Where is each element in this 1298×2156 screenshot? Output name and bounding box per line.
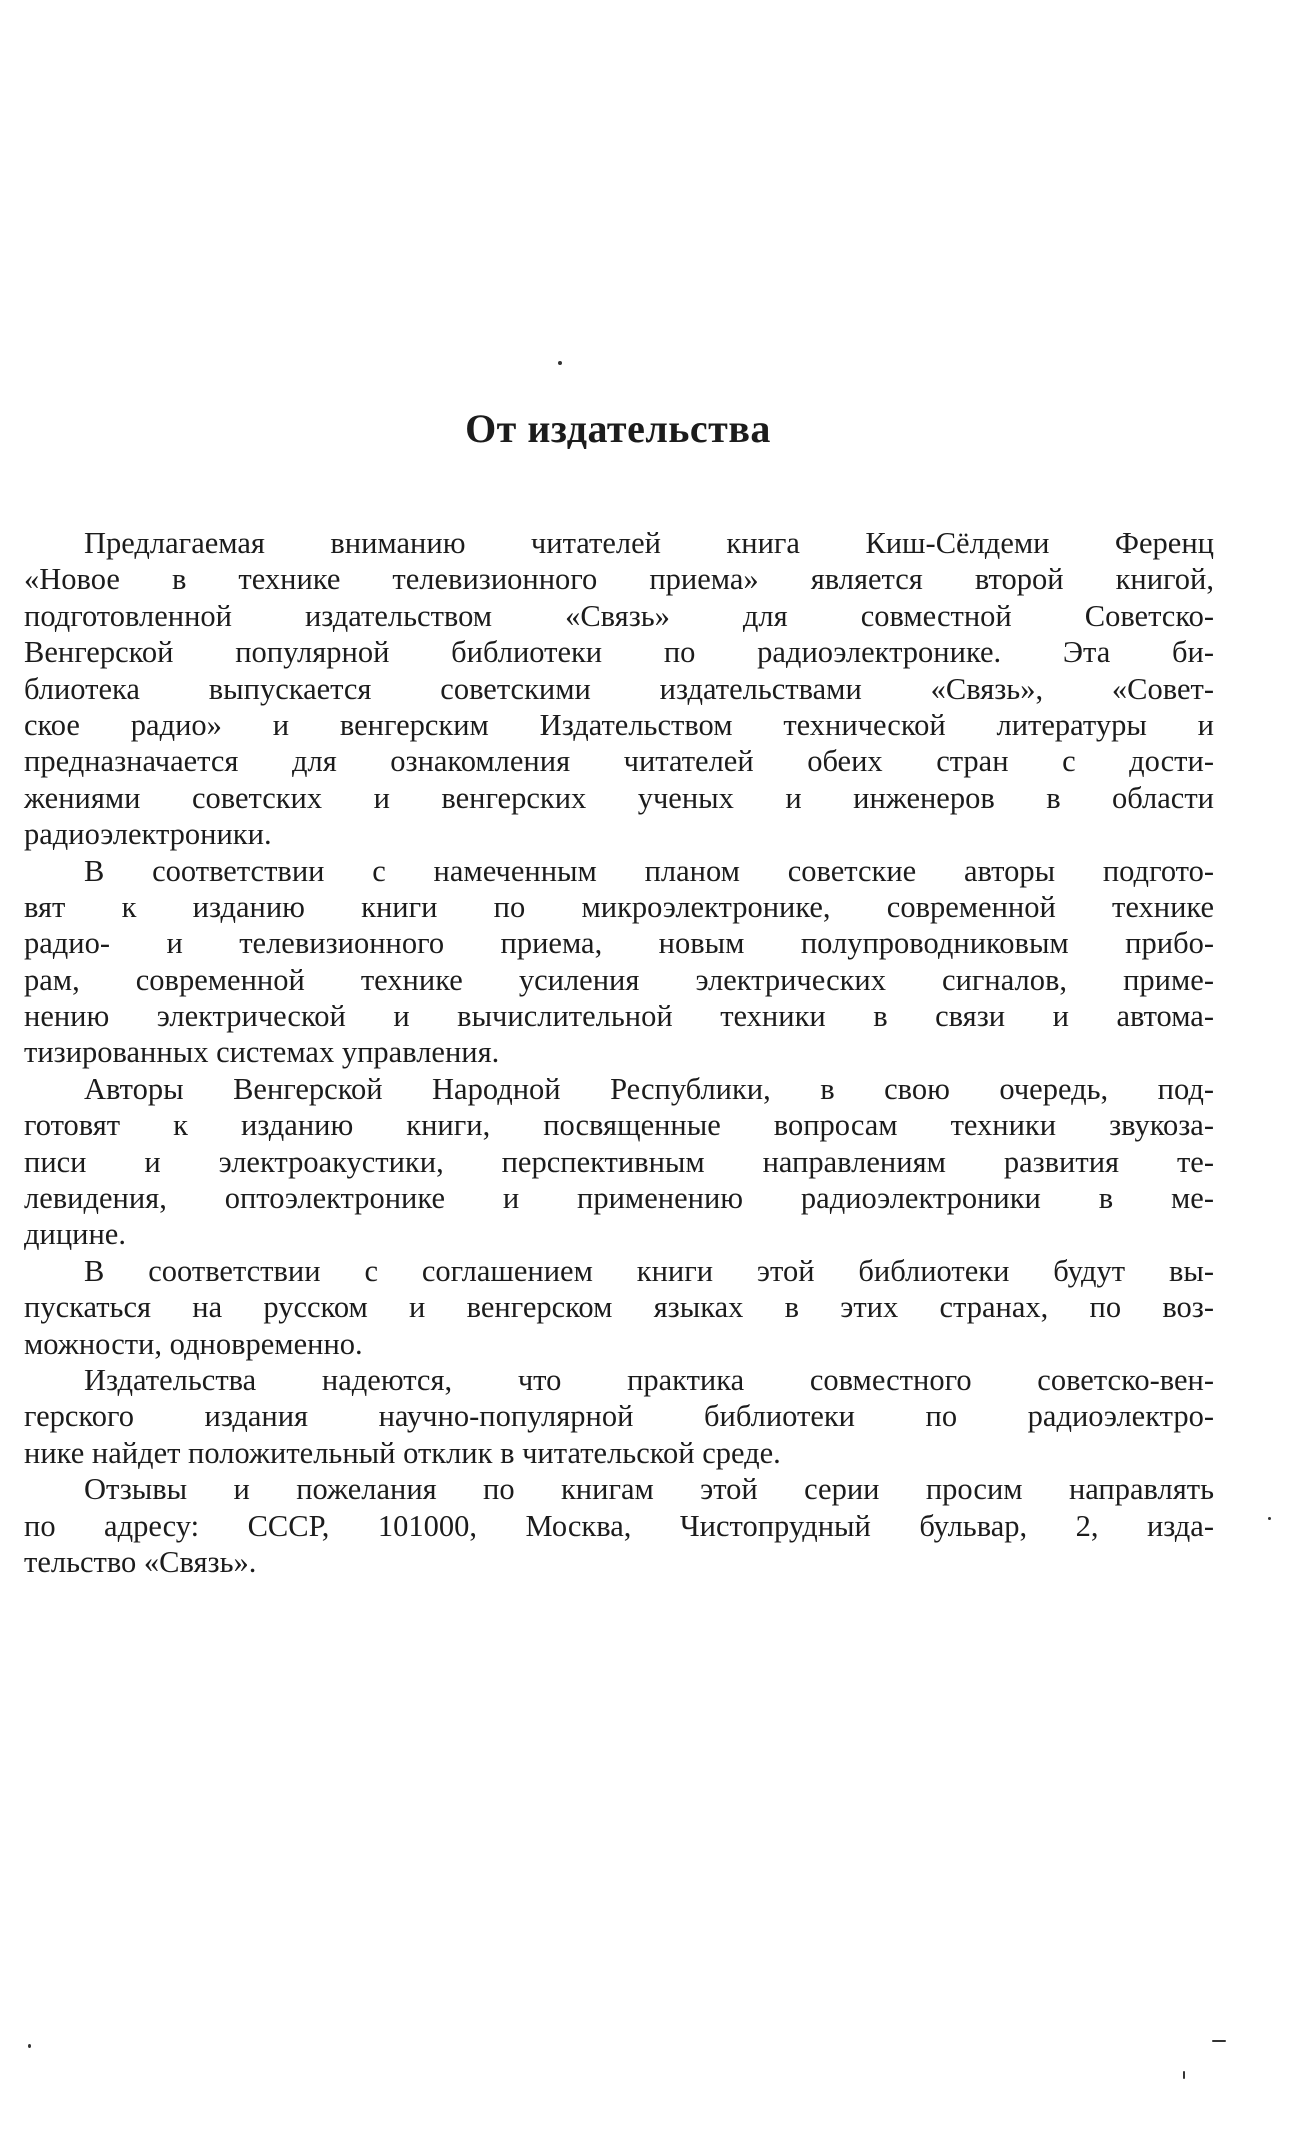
text-line: блиотека выпускается советскими издательствами «Связь», «Совет- — [24, 671, 1214, 706]
text-line: тельство «Связь». — [24, 1544, 257, 1579]
document-body — [24, 525, 1214, 1580]
text-line: пускаться на русском и венгерском языках в этих странах, по воз- — [24, 1290, 1214, 1325]
text-line: герского издания научно-популярной библиотеки по радиоэлектро- — [24, 1399, 1214, 1434]
text-line: нению электрической и вычислительной техники в связи и автома- — [24, 999, 1214, 1034]
paragraph-languages — [24, 1253, 1214, 1362]
scan-speck — [1183, 2071, 1185, 2079]
paragraph-intro — [24, 525, 1214, 853]
text-line: Отзывы и пожелания по книгам этой серии просим направлять — [84, 1472, 1214, 1507]
paragraph-hungarian-plan — [24, 1071, 1214, 1253]
text-line: тизированных системах управления. — [24, 1035, 500, 1070]
paragraph-hopes — [24, 1362, 1214, 1471]
paragraph-soviet-plan — [24, 853, 1214, 1071]
text-line: дицине. — [24, 1217, 126, 1252]
text-line: можности, одновременно. — [24, 1326, 363, 1361]
text-line: «Новое в технике телевизионного приема» является второй книгой, — [24, 562, 1214, 597]
text-line: писи и электроакустики, перспективным направлениям развития те- — [24, 1144, 1214, 1179]
text-line: жениями советских и венгерских ученых и инженеров в области — [24, 780, 1214, 815]
text-line: Предлагаемая вниманию читателей книга Киш-Сёлдеми Ференц — [84, 526, 1214, 560]
text-line: Издательства надеются, что практика совместного советско-вен- — [84, 1362, 1214, 1397]
text-line: радио- и телевизионного приема, новым полупроводниковым прибо- — [24, 926, 1214, 961]
text-line: В соответствии с намеченным планом советские авторы подгото- — [84, 853, 1214, 888]
text-line: вят к изданию книги по микроэлектронике, современной технике — [24, 889, 1214, 924]
text-line: левидения, оптоэлектронике и применению радиоэлектроники в ме- — [24, 1181, 1214, 1216]
text-line: Венгерской популярной библиотеки по радиоэлектронике. Эта би- — [24, 635, 1214, 670]
text-line: ское радио» и венгерским Издательством технической литературы и — [24, 707, 1214, 742]
text-line: рам, современной технике усиления электрических сигналов, приме- — [24, 962, 1214, 997]
text-line: по адресу: СССР, 101000, Москва, Чистопрудный бульвар, 2, изда- — [24, 1508, 1214, 1543]
scan-speck — [1268, 1517, 1271, 1520]
text-line: предназначается для ознакомления читателей обеих стран с дости- — [24, 744, 1214, 779]
scan-speck — [28, 2044, 31, 2048]
text-line: радиоэлектроники. — [24, 817, 272, 852]
text-line: готовят к изданию книги, посвященные вопросам техники звукоза- — [24, 1108, 1214, 1143]
page-title: От издательства — [465, 406, 771, 451]
text-line: подготовленной издательством «Связь» для совместной Советско- — [24, 598, 1214, 633]
scan-speck — [1212, 2040, 1226, 2042]
text-line: нике найдет положительный отклик в читательской среде. — [24, 1435, 781, 1470]
paragraph-contact-address — [24, 1471, 1214, 1580]
scan-speck — [558, 361, 562, 365]
text-line: Авторы Венгерской Народной Республики, в свою очередь, под- — [84, 1071, 1214, 1106]
text-line: В соответствии с соглашением книги этой библиотеки будут вы- — [84, 1253, 1214, 1288]
